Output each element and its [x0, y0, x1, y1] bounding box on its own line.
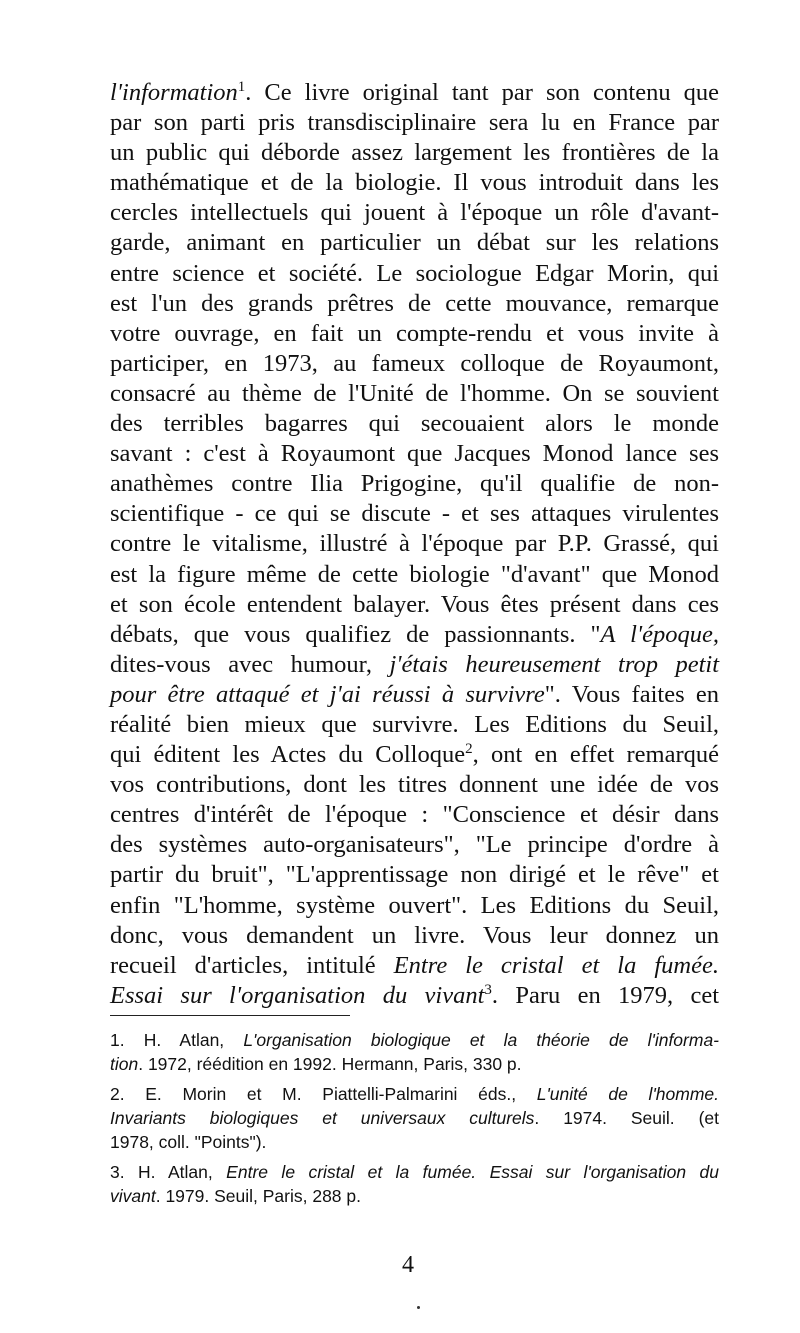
italic-text: L'unité de l'homme. — [536, 1084, 720, 1104]
text: votre ouvrage, en fait un compte-rendu et vous invite à — [110, 319, 719, 347]
text-line — [110, 981, 719, 1011]
footnotes — [110, 1028, 719, 1214]
text-line — [110, 319, 719, 349]
text-line — [110, 198, 719, 228]
text: est la figure même de cette biologie "d'avant" que Monod — [110, 560, 719, 588]
text-line — [110, 740, 719, 770]
text-line — [110, 800, 719, 830]
text-line — [110, 108, 719, 138]
text: et son école entendent balayer. Vous êtes présent dans ces — [110, 590, 719, 618]
text-line — [110, 891, 719, 921]
text: des systèmes auto-organisateurs", "Le principe d'ordre à — [110, 831, 719, 859]
text: ". Vous faites en — [544, 680, 719, 708]
footnote-line — [110, 1184, 719, 1208]
text: . 1972, réédition en 1992. Hermann, Paris, 330 p. — [138, 1054, 522, 1074]
footnote-line — [110, 1130, 719, 1154]
footnote-separator — [110, 1015, 350, 1016]
italic-text: j'étais heureusement trop petit — [389, 650, 719, 678]
text-line — [110, 228, 719, 258]
text-line — [110, 289, 719, 319]
text-line — [110, 770, 719, 800]
text: garde, animant en particulier un débat sur les relations — [110, 229, 719, 257]
footnote — [110, 1082, 719, 1154]
text: débats, que vous qualifiez de passionnants. " — [110, 620, 601, 648]
text: contre le vitalisme, illustré à l'époque par P.P. Grassé, qui — [110, 530, 719, 558]
text: mathématique et de la biologie. Il vous introduit dans les — [110, 169, 719, 197]
text: . Paru en 1979, cet — [491, 981, 719, 1009]
italic-text: L'organisation biologique et la théorie de l'informa- — [243, 1030, 720, 1050]
footnote-line — [110, 1082, 719, 1106]
text: enfin "L'homme, système ouvert". Les Editions du Seuil, — [110, 891, 719, 919]
footnote-ref: 3 — [484, 981, 492, 998]
scan-speck — [417, 1306, 420, 1309]
footnote-line — [110, 1106, 719, 1130]
text: cercles intellectuels qui jouent à l'époque un rôle d'avant- — [110, 199, 719, 227]
footnote-ref: 1 — [237, 79, 246, 95]
text: 2. E. Morin et M. Piattelli-Palmarini éds., — [110, 1084, 537, 1104]
italic-text: pour être attaqué et j'ai réussi à survivre — [110, 680, 545, 708]
body-text — [110, 78, 719, 1011]
footnote — [110, 1160, 719, 1208]
footnote-line — [110, 1160, 719, 1184]
text-line — [110, 168, 719, 198]
footnote-line — [110, 1052, 719, 1076]
italic-text: Entre le cristal et la fumée. — [393, 951, 719, 979]
text-line — [110, 951, 719, 981]
text-line — [110, 860, 719, 890]
text: savant : c'est à Royaumont que Jacques Monod lance ses — [110, 440, 719, 468]
footnote-line — [110, 1028, 719, 1052]
footnote-ref: 2 — [465, 741, 473, 758]
text: entre science et société. Le sociologue Edgar Morin, qui — [110, 259, 719, 287]
text: consacré au thème de l'Unité de l'homme. On se souvient — [110, 379, 719, 407]
text: qui éditent les Actes du Colloque — [110, 741, 466, 769]
text: par son parti pris transdisciplinaire sera lu en France par — [110, 109, 719, 137]
text-line — [110, 590, 719, 620]
text-line — [110, 529, 719, 559]
text-line — [110, 349, 719, 379]
text: dites-vous avec humour, — [110, 650, 390, 678]
text-line — [110, 379, 719, 409]
text: centres d'intérêt de l'époque : "Conscience et désir dans — [110, 801, 719, 829]
italic-text: A l'époque, — [600, 620, 719, 648]
text-line — [110, 921, 719, 951]
text: réalité bien mieux que survivre. Les Editions du Seuil, — [110, 710, 719, 738]
text: . 1979. Seuil, Paris, 288 p. — [155, 1186, 361, 1206]
text-line — [110, 620, 719, 650]
text-line — [110, 409, 719, 439]
text: des terribles bagarres qui secouaient alors le monde — [110, 410, 719, 438]
text-line — [110, 439, 719, 469]
text: 1. H. Atlan, — [110, 1030, 244, 1050]
page-number: 4 — [402, 1252, 414, 1278]
text-line — [110, 560, 719, 590]
text: scientifique - ce qui se discute - et ses attaques virulentes — [110, 500, 719, 528]
text: partir du bruit", "L'apprentissage non dirigé et le rêve" et — [110, 861, 719, 889]
text: 3. H. Atlan, — [110, 1162, 227, 1182]
text-line — [110, 499, 719, 529]
text: participer, en 1973, au fameux colloque de Royaumont, — [110, 349, 719, 377]
text-line — [110, 650, 719, 680]
text-line — [110, 680, 719, 710]
text-line — [110, 259, 719, 289]
text: . 1974. Seuil. (et — [534, 1108, 719, 1128]
text: vos contributions, dont les titres donnent une idée de vos — [110, 771, 719, 799]
text: anathèmes contre Ilia Prigogine, qu'il qualifie de non- — [110, 470, 719, 498]
italic-text: Essai sur l'organisation du vivant — [110, 981, 485, 1009]
text-line — [110, 710, 719, 740]
text: donc, vous demandent un livre. Vous leur donnez un — [110, 921, 719, 949]
text-line — [110, 78, 719, 108]
text-line — [110, 469, 719, 499]
text: un public qui déborde assez largement les frontières de la — [110, 139, 719, 167]
text-line — [110, 138, 719, 168]
text: 1978, coll. "Points"). — [110, 1132, 267, 1152]
footnote — [110, 1028, 719, 1076]
italic-text: tion — [110, 1054, 139, 1074]
italic-text: Invariants biologiques et universaux culturels — [110, 1108, 535, 1128]
text-line — [110, 830, 719, 860]
text: est l'un des grands prêtres de cette mouvance, remarque — [110, 289, 719, 317]
italic-text: l'information — [110, 79, 238, 106]
italic-text: Entre le cristal et la fumée. Essai sur l'organisation du — [226, 1162, 720, 1182]
text: , ont en effet remarqué — [472, 741, 720, 769]
text: . Ce livre original tant par son contenu que — [245, 79, 719, 106]
italic-text: vivant — [110, 1186, 156, 1206]
text: recueil d'articles, intitulé — [110, 951, 394, 979]
